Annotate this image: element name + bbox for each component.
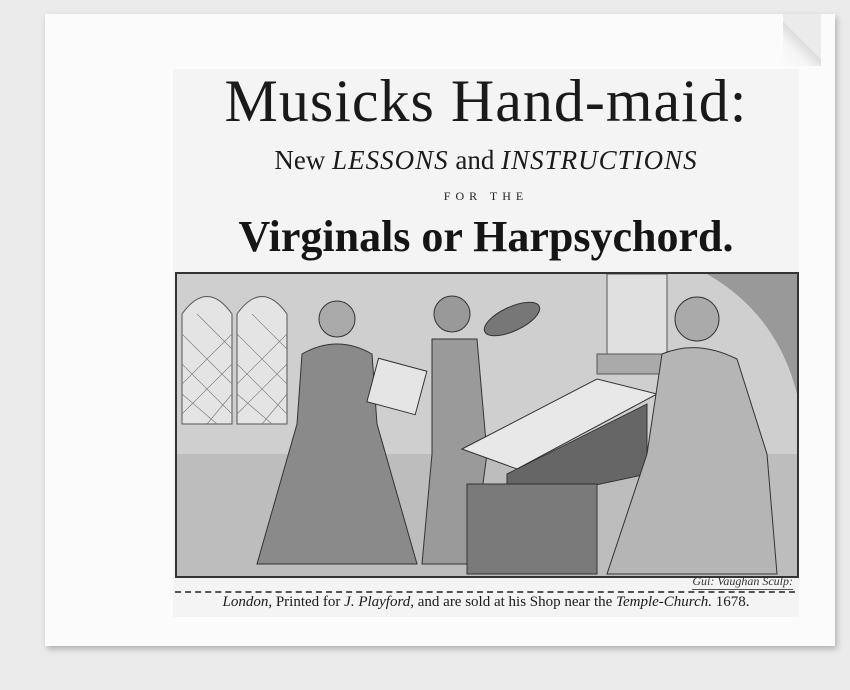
engraving-illustration	[177, 274, 797, 576]
title-page	[173, 69, 799, 617]
print-card	[45, 14, 835, 646]
subtitle-pre: New	[274, 145, 333, 175]
imprint	[173, 594, 799, 611]
subtitle-lessons: LESSONS	[332, 145, 449, 175]
subtitle	[173, 145, 799, 176]
imprint-printed: , Printed for	[268, 594, 345, 610]
page-curl	[783, 14, 821, 66]
subtitle-and: and	[448, 145, 502, 175]
title: Musicks Hand-maid:	[224, 68, 748, 134]
imprint-city: London	[222, 594, 269, 610]
for-the: FOR THE	[443, 189, 529, 203]
imprint-year: 1678.	[712, 594, 750, 610]
divider	[175, 591, 795, 593]
imprint-place: Temple-Church.	[616, 594, 713, 610]
subtitle-instructions: INSTRUCTIONS	[501, 145, 698, 175]
engraver-signature: Gui: Vaughan Sculp:	[692, 574, 793, 588]
imprint-printer: J. Playford	[344, 594, 411, 610]
column-icon	[607, 274, 667, 354]
imprint-sold: , and are sold at his Shop near the	[410, 594, 617, 610]
engraving	[175, 272, 799, 578]
instruments-heading: Virginals or Harpsychord.	[238, 212, 734, 261]
